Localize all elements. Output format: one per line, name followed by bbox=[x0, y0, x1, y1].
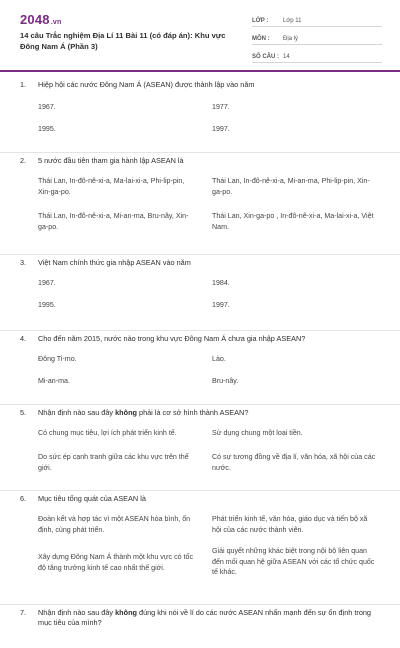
subject-label: MÔN : bbox=[252, 36, 270, 42]
option-c[interactable]: Mi-an-ma. bbox=[38, 377, 70, 385]
option-d[interactable]: Có sự tương đồng về địa lí, văn hóa, xã hội của các nước. bbox=[212, 453, 376, 472]
count-value: 14 bbox=[283, 54, 290, 60]
question-number: 6. bbox=[20, 494, 27, 503]
option-a[interactable]: Thái Lan, In-đô-nê-xi-a, Ma-lai-xi-a, Phi-lip-pin, Xin-ga-po. bbox=[38, 177, 185, 196]
option-c[interactable]: 1995. bbox=[38, 125, 56, 133]
option-d[interactable]: Giải quyết những khác biệt trong nội bộ liên quan đến mối quan hệ giữa ASEAN với các tổ chức quốc tế khác. bbox=[212, 547, 375, 576]
class-label: LỚP : bbox=[252, 18, 269, 24]
option-c[interactable]: Thái Lan, In-đô-nê-xi-a, Mi-an-ma, Bru-nây, Xin-ga-po. bbox=[38, 212, 189, 231]
header-divider bbox=[0, 70, 400, 72]
question-text: Hiệp hội các nước Đông Nam Á (ASEAN) được thành lập vào năm bbox=[38, 80, 255, 89]
class-value: Lớp 11 bbox=[283, 18, 302, 24]
count-label: SỐ CÂU : bbox=[252, 54, 279, 60]
question-4 bbox=[0, 334, 400, 405]
question-text: Việt Nam chính thức gia nhập ASEAN vào năm bbox=[38, 258, 191, 267]
question-text-part: đúng khi nói về lí do các nước ASEAN nhấn mạnh đến sự ổn định trong mục tiêu của mình? bbox=[38, 608, 371, 627]
option-a[interactable]: Có chung mục tiêu, lợi ích phát triển kinh tế. bbox=[38, 429, 177, 437]
option-d[interactable]: 1997. bbox=[212, 301, 230, 309]
question-text bbox=[38, 608, 373, 628]
meta-class-row bbox=[252, 12, 382, 27]
question-1 bbox=[0, 80, 400, 153]
option-d[interactable]: 1997. bbox=[212, 125, 230, 133]
question-7 bbox=[0, 608, 400, 648]
option-a[interactable]: Đông Ti-mo. bbox=[38, 355, 77, 363]
question-text-part: Nhận định nào sau đây bbox=[38, 408, 116, 417]
question-number: 3. bbox=[20, 258, 27, 267]
site-logo[interactable] bbox=[20, 12, 61, 27]
question-list bbox=[0, 80, 400, 648]
option-d[interactable]: Thái Lan, Xin-ga-po , In-đô-nê-xi-a, Ma-lai-xi-a, Việt Nam. bbox=[212, 212, 374, 231]
question-number: 5. bbox=[20, 408, 27, 417]
question-text-part: Nhận định nào sau đây bbox=[38, 608, 116, 617]
question-6 bbox=[0, 494, 400, 605]
option-c[interactable]: Xây dựng Đông Nam Á thành một khu vực có tốc độ tăng trưởng kinh tế cao nhất thế giới. bbox=[38, 553, 193, 572]
question-5 bbox=[0, 408, 400, 491]
option-b[interactable]: Sử dụng chung một loại tiền. bbox=[212, 429, 303, 437]
option-c[interactable]: 1995. bbox=[38, 301, 56, 309]
page-title: 14 câu Trắc nghiệm Địa Lí 11 Bài 11 (có đáp án): Khu vực Đông Nam Á (Phần 3) bbox=[20, 31, 226, 51]
option-a[interactable]: 1967. bbox=[38, 279, 56, 287]
question-number: 4. bbox=[20, 334, 27, 343]
meta-count-row bbox=[252, 48, 382, 63]
meta-subject-row bbox=[252, 30, 382, 45]
meta-table bbox=[252, 12, 382, 66]
option-b[interactable]: 1977. bbox=[212, 103, 230, 111]
question-emphasis: không bbox=[115, 408, 137, 417]
question-text: 5 nước đầu tiên tham gia hành lập ASEAN là bbox=[38, 156, 184, 165]
question-3 bbox=[0, 258, 400, 331]
option-c[interactable]: Do sức ép cạnh tranh giữa các khu vực trên thế giới. bbox=[38, 453, 189, 472]
option-b[interactable]: Phát triển kinh tế, văn hóa, giáo dục và tiến bộ xã hội của các nước thành viên. bbox=[212, 515, 368, 534]
option-b[interactable]: 1984. bbox=[212, 279, 230, 287]
question-2 bbox=[0, 156, 400, 255]
option-d[interactable]: Bru-nây. bbox=[212, 377, 239, 385]
option-a[interactable]: 1967. bbox=[38, 103, 56, 111]
logo-number: 2048 bbox=[20, 12, 50, 27]
question-text-part: phải là cơ sở hình thành ASEAN? bbox=[136, 408, 249, 417]
question-number: 2. bbox=[20, 156, 27, 165]
question-number: 7. bbox=[20, 608, 27, 617]
option-b[interactable]: Lào. bbox=[212, 355, 226, 363]
subject-value: Địa lý bbox=[283, 36, 299, 42]
question-number: 1. bbox=[20, 80, 27, 89]
question-text: Mục tiêu tổng quát của ASEAN là bbox=[38, 494, 146, 503]
logo-suffix: .vn bbox=[50, 19, 62, 26]
option-b[interactable]: Thái Lan, In-đô-nê-xi-a, Mi-an-ma, Phi-lip-pin, Xin-ga-po. bbox=[212, 177, 370, 196]
question-emphasis: không bbox=[115, 608, 137, 617]
option-a[interactable]: Đoàn kết và hợp tác vì một ASEAN hòa bình, ổn định, cùng phát triển. bbox=[38, 515, 191, 534]
question-text: Cho đến năm 2015, nước nào trong khu vực Đông Nam Á chưa gia nhập ASEAN? bbox=[38, 334, 306, 343]
question-text bbox=[38, 408, 373, 418]
header bbox=[0, 0, 400, 62]
